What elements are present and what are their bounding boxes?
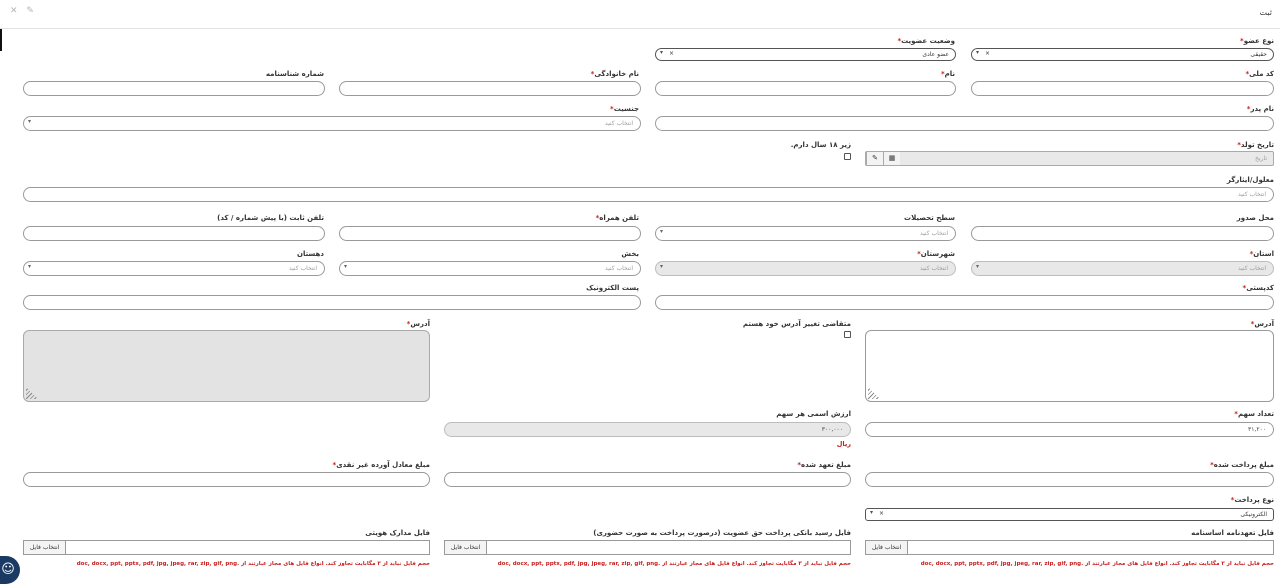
calendar-icon[interactable]: ▦ (883, 152, 900, 165)
member-type-label: نوع عضو* (1240, 37, 1274, 45)
noncash-amount-input[interactable] (23, 472, 430, 487)
file-receipt-label: فایل رسید بانکی پرداخت حق عضویت (درصورت پرداخت به صورت حضوری) (593, 529, 851, 537)
last-name-label: نام خانوادگی* (590, 70, 639, 78)
chevron-down-icon: ▾ (660, 49, 664, 56)
address-change-checkbox[interactable] (844, 331, 851, 338)
province-label: استان* (1249, 250, 1274, 258)
file-articles-note: حجم فایل نباید از ۳ مگابایت تجاوز کند. انواع فایل های مجاز عبارتند از .doc, docx, ppt, pptx, pdf, jpg, jpeg, rar, zip, gif, png (920, 561, 1274, 567)
address-textarea[interactable] (865, 330, 1274, 402)
under18-checkbox[interactable] (844, 153, 851, 160)
share-value-label: ارزش اسمی هر سهم (776, 410, 851, 418)
district-placeholder: انتخاب کنید (604, 265, 633, 272)
resize-grip-icon[interactable] (868, 387, 880, 399)
father-name-input[interactable] (655, 116, 1274, 131)
county-label: شهرستان* (917, 250, 955, 258)
file-receipt-input[interactable] (444, 540, 851, 555)
file-identity-label: فایل مدارک هویتی (365, 529, 430, 537)
file-articles-button[interactable]: انتخاب فایل (866, 541, 908, 554)
help-icon[interactable]: ☺ (0, 556, 20, 584)
window-titlebar (0, 0, 1280, 29)
landline-label: تلفن ثابت (با پیش شماره / کد) (217, 214, 324, 222)
postal-code-input[interactable] (655, 295, 1274, 310)
chevron-down-icon: ▾ (28, 263, 32, 270)
mobile-label: تلفن همراه* (595, 214, 639, 222)
national-code-input[interactable] (971, 81, 1274, 96)
education-select[interactable] (655, 226, 956, 241)
id-number-label: شماره شناسنامه (265, 70, 324, 78)
member-type-select[interactable] (971, 48, 1274, 61)
address2-label: آدرس* (406, 320, 430, 328)
gender-label: جنسیت* (610, 105, 639, 113)
eraser-icon[interactable]: ✎ (866, 152, 883, 165)
chevron-down-icon: ▾ (344, 263, 348, 270)
member-status-select[interactable] (655, 48, 956, 61)
village-label: دهستان (296, 250, 324, 258)
chevron-down-icon: ▾ (976, 263, 980, 270)
mobile-input[interactable] (339, 226, 641, 241)
payment-type-value: الکترونیکی (1240, 511, 1267, 518)
file-receipt-button[interactable]: انتخاب فایل (445, 541, 487, 554)
clear-icon[interactable]: × (985, 50, 991, 57)
paid-amount-input[interactable] (865, 472, 1274, 487)
disability-select[interactable] (23, 187, 1274, 202)
education-placeholder: انتخاب کنید (919, 230, 948, 237)
share-count-value: ۳۱,۲۰۰ (1247, 426, 1266, 433)
chevron-down-icon: ▾ (870, 509, 874, 516)
disability-placeholder: انتخاب کنید (1237, 191, 1266, 198)
window-title: ثبت (1259, 8, 1272, 17)
county-select[interactable] (655, 261, 956, 276)
first-name-label: نام* (940, 70, 955, 78)
share-value-value: ۳۰۰,۰۰۰ (821, 426, 843, 433)
address-label: آدرس* (1250, 320, 1274, 328)
file-identity-input[interactable] (23, 540, 430, 555)
file-receipt-note: حجم فایل نباید از ۳ مگابایت تجاوز کند. انواع فایل های مجاز عبارتند از .doc, docx, ppt, pptx, pdf, jpg, jpeg, rar, zip, gif, png (497, 561, 851, 567)
postal-code-label: کدپستی* (1242, 284, 1274, 292)
member-type-value: حقیقی (1250, 51, 1267, 58)
paid-amount-label: مبلغ پرداخت شده* (1210, 461, 1274, 469)
district-select[interactable] (339, 261, 641, 276)
member-status-label: وضعیت عضویت* (897, 37, 955, 45)
district-label: بخش (621, 250, 639, 258)
chevron-down-icon: ▾ (660, 228, 664, 235)
committed-amount-label: مبلغ تعهد شده* (797, 461, 851, 469)
first-name-input[interactable] (655, 81, 956, 96)
education-label: سطح تحصیلات (904, 214, 955, 222)
id-number-input[interactable] (23, 81, 325, 96)
province-select[interactable] (971, 261, 1274, 276)
file-articles-label: فایل تعهدنامه اساسنامه (1191, 529, 1274, 537)
disability-label: معلول/ایثارگر (1226, 176, 1274, 184)
birth-date-input[interactable] (865, 151, 1274, 166)
file-identity-note: حجم فایل نباید از ۳ مگابایت تجاوز کند. انواع فایل های مجاز عبارتند از .doc, docx, ppt, pptx, pdf, jpg, jpeg, rar, zip, gif, png (76, 561, 430, 567)
resize-grip-icon[interactable] (26, 387, 38, 399)
email-input[interactable] (23, 295, 641, 310)
village-placeholder: انتخاب کنید (288, 265, 317, 272)
gender-placeholder: انتخاب کنید (604, 120, 633, 127)
address2-textarea[interactable] (23, 330, 430, 402)
file-identity-button[interactable]: انتخاب فایل (24, 541, 66, 554)
share-count-label: تعداد سهم* (1234, 410, 1274, 418)
clear-icon[interactable]: × (669, 50, 675, 57)
chevron-down-icon: ▾ (660, 263, 664, 270)
province-placeholder: انتخاب کنید (1237, 265, 1266, 272)
share-value-input[interactable] (444, 422, 851, 437)
issue-place-input[interactable] (971, 226, 1274, 241)
currency-label: ریال (836, 440, 851, 448)
window-controls-icon[interactable]: ✕ ✎ (10, 6, 37, 16)
father-name-label: نام پدر* (1246, 105, 1274, 113)
village-select[interactable] (23, 261, 325, 276)
landline-input[interactable] (23, 226, 325, 241)
birth-date-placeholder: تاریخ (1255, 155, 1267, 162)
birth-date-label: تاریخ تولد* (1237, 141, 1274, 149)
left-edge-bar (0, 29, 2, 51)
county-placeholder: انتخاب کنید (919, 265, 948, 272)
gender-select[interactable] (23, 116, 641, 131)
last-name-input[interactable] (339, 81, 641, 96)
chevron-down-icon: ▾ (28, 118, 32, 125)
share-count-input[interactable] (865, 422, 1274, 437)
member-status-value: عضو عادی (922, 51, 949, 58)
payment-type-select[interactable] (865, 508, 1274, 521)
committed-amount-input[interactable] (444, 472, 851, 487)
payment-type-label: نوع پرداخت* (1230, 496, 1274, 504)
chevron-down-icon: ▾ (976, 49, 980, 56)
clear-icon[interactable]: × (879, 510, 885, 517)
issue-place-label: محل صدور (1236, 214, 1274, 222)
noncash-amount-label: مبلغ معادل آورده غیر نقدی* (332, 461, 430, 469)
email-label: پست الکترونیک (586, 284, 639, 292)
address-change-label: متقاضی تغییر آدرس خود هستم (742, 320, 851, 328)
national-code-label: کد ملی* (1245, 70, 1274, 78)
under18-label: زیر ۱۸ سال دارم. (790, 141, 851, 149)
file-articles-input[interactable] (865, 540, 1274, 555)
